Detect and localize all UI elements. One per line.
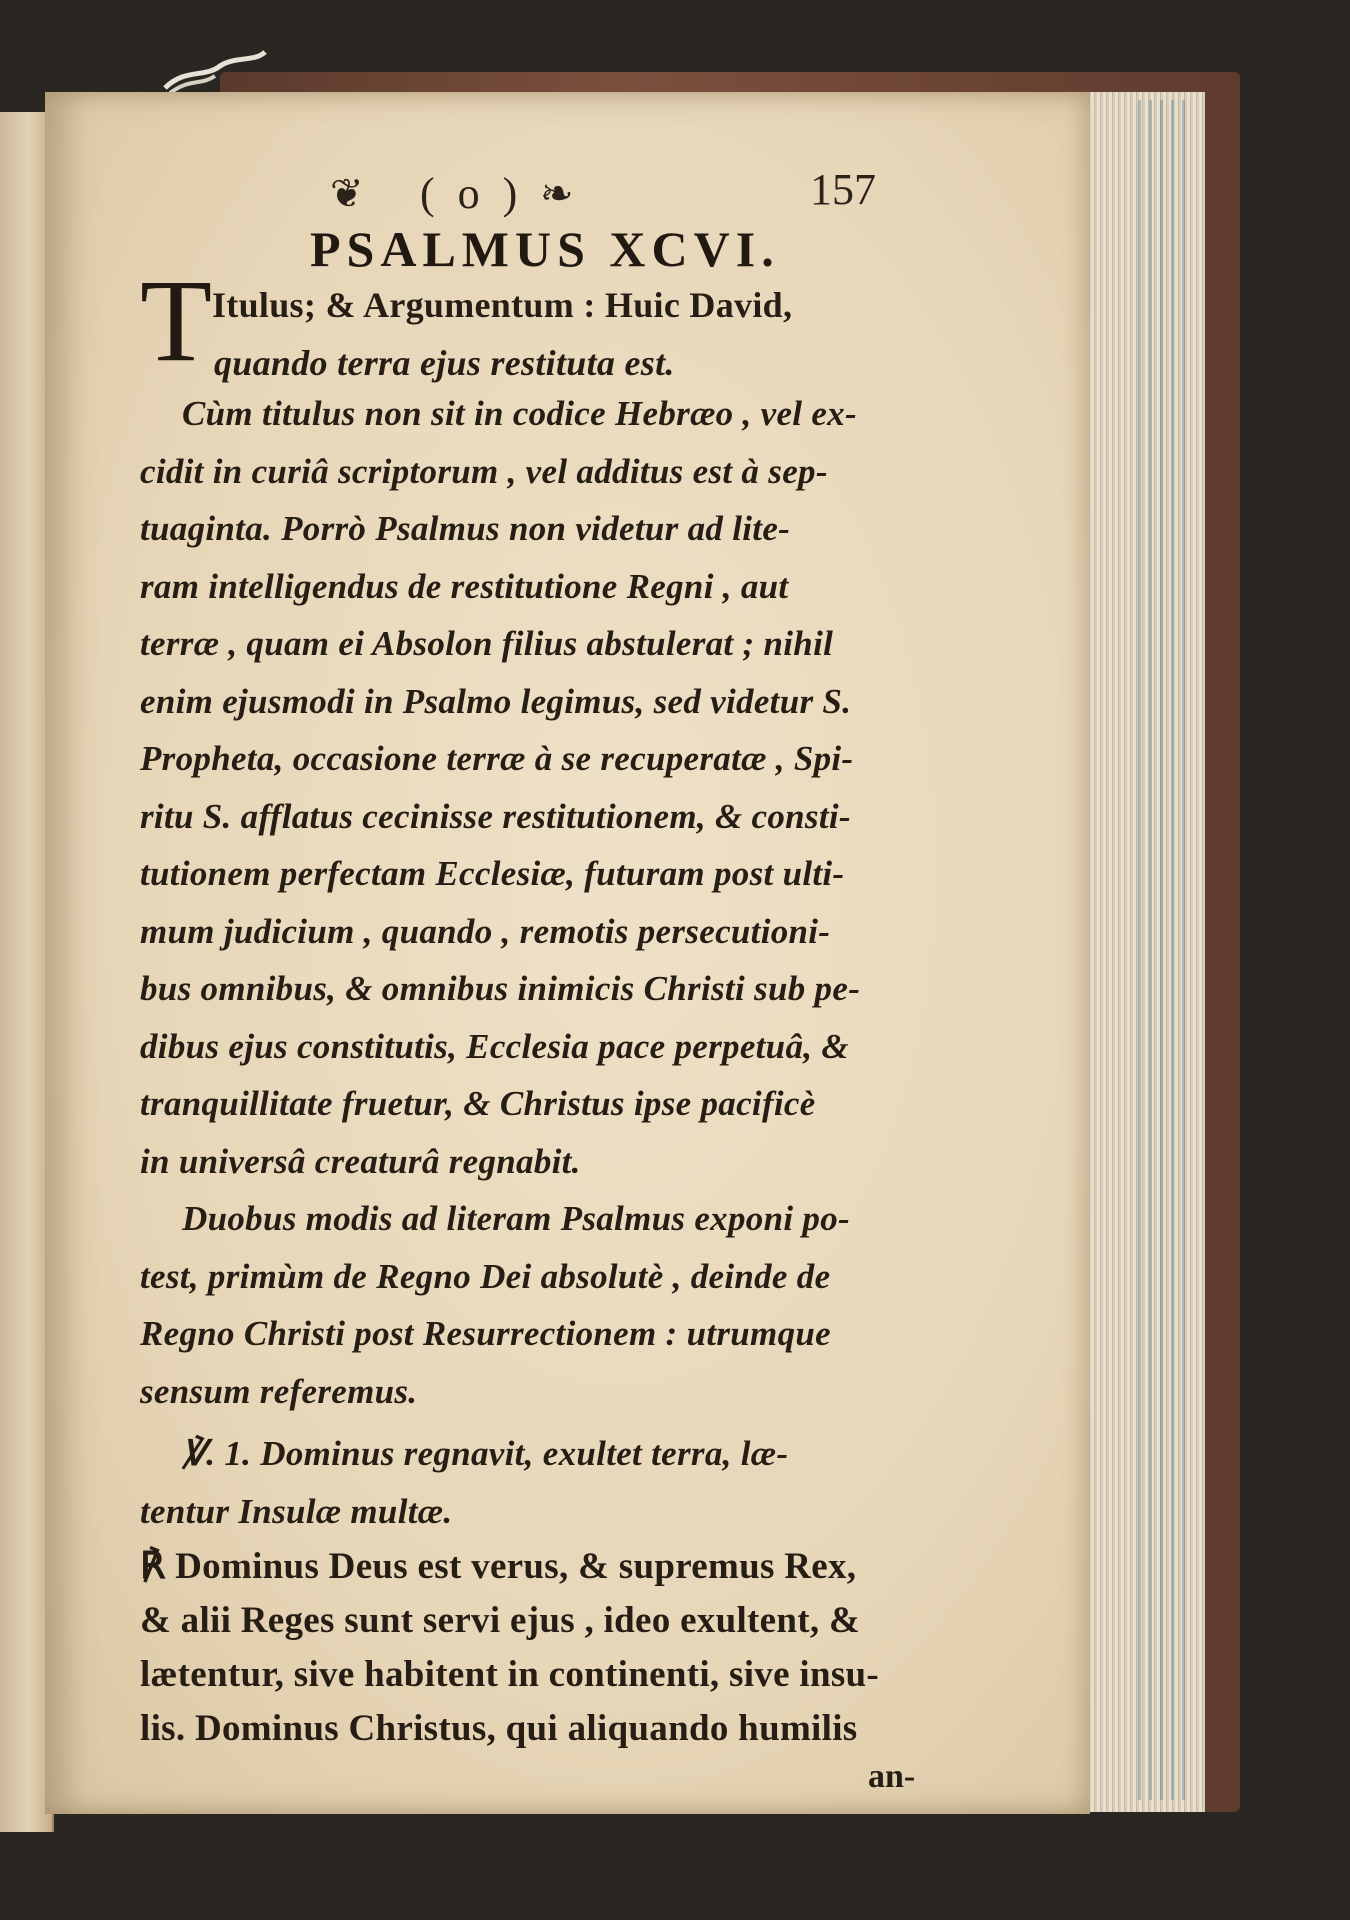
psalm-title: PSALMUS XCVI. bbox=[310, 221, 780, 277]
text-line: in universâ creaturâ regnabit. bbox=[140, 1141, 581, 1181]
title-line: quando terra ejus restituta est. bbox=[214, 343, 675, 383]
verse-line: ℣. 1. Dominus regnavit, exultet terra, læ- bbox=[182, 1434, 789, 1473]
exegesis-line: lætentur, sive habitent in continenti, sive insu- bbox=[140, 1654, 880, 1695]
text-line: cidit in curiâ scriptorum , vel additus est à sep- bbox=[140, 451, 828, 491]
text-line: tuaginta. Porrò Psalmus non videtur ad lite- bbox=[140, 509, 791, 548]
text-line: tutionem perfectam Ecclesiæ, futuram post ulti- bbox=[140, 854, 845, 893]
title-paragraph bbox=[212, 276, 932, 392]
commentary-paragraph bbox=[140, 385, 920, 1190]
page-edge-blue-stain bbox=[1130, 100, 1190, 1800]
text-line: Cùm titulus non sit in codice Hebræo , vel ex- bbox=[182, 394, 857, 433]
exegesis-line: & alii Reges sunt servi ejus , ideo exultent, & bbox=[140, 1600, 861, 1641]
text-line: enim ejusmodi in Psalmo legimus, sed videtur S. bbox=[140, 681, 852, 721]
text-line: ritu S. afflatus cecinisse restitutionem, & consti- bbox=[140, 796, 851, 836]
fleuron-left-icon: ❦ bbox=[330, 171, 364, 216]
drop-cap: T bbox=[140, 255, 213, 386]
running-header bbox=[330, 160, 900, 220]
page-number: 157 bbox=[810, 165, 876, 214]
text-line: bus omnibus, & omnibus inimicis Christi sub pe- bbox=[140, 969, 861, 1008]
second-paragraph bbox=[140, 1190, 920, 1420]
fleuron-right-icon: ❧ bbox=[540, 171, 574, 216]
verse-line: tentur Insulæ multæ. bbox=[140, 1491, 453, 1531]
text-line: mum judicium , quando , remotis persecutioni- bbox=[140, 911, 831, 951]
bookmark-thread-icon bbox=[160, 48, 270, 98]
exegesis-paragraph bbox=[140, 1540, 920, 1756]
text-line: Regno Christi post Resurrectionem : utrumque bbox=[140, 1314, 831, 1353]
exegesis-line: lis. Dominus Christus, qui aliquando humilis bbox=[140, 1708, 858, 1749]
text-line: sensum referemus. bbox=[140, 1371, 418, 1411]
title-line: Itulus; & Argumentum : Huic David, bbox=[212, 285, 793, 325]
verse-paragraph bbox=[140, 1425, 920, 1540]
text-line: tranquillitate fruetur, & Christus ipse pacificè bbox=[140, 1084, 816, 1123]
exegesis-line: ℟ Dominus Deus est verus, & supremus Rex, bbox=[140, 1546, 857, 1587]
text-line: Duobus modis ad literam Psalmus exponi po- bbox=[182, 1199, 850, 1238]
catchword: an- bbox=[868, 1758, 916, 1795]
text-line: Propheta, occasione terræ à se recuperatæ , Spi- bbox=[140, 739, 854, 778]
folio-signature: ( o ) bbox=[420, 169, 524, 218]
text-line: ram intelligendus de restitutione Regni , aut bbox=[140, 566, 789, 606]
text-line: dibus ejus constitutis, Ecclesia pace perpetuâ, & bbox=[140, 1026, 849, 1066]
text-line: terræ , quam ei Absolon filius abstulerat ; nihil bbox=[140, 624, 834, 663]
text-line: test, primùm de Regno Dei absolutè , deinde de bbox=[140, 1256, 831, 1296]
